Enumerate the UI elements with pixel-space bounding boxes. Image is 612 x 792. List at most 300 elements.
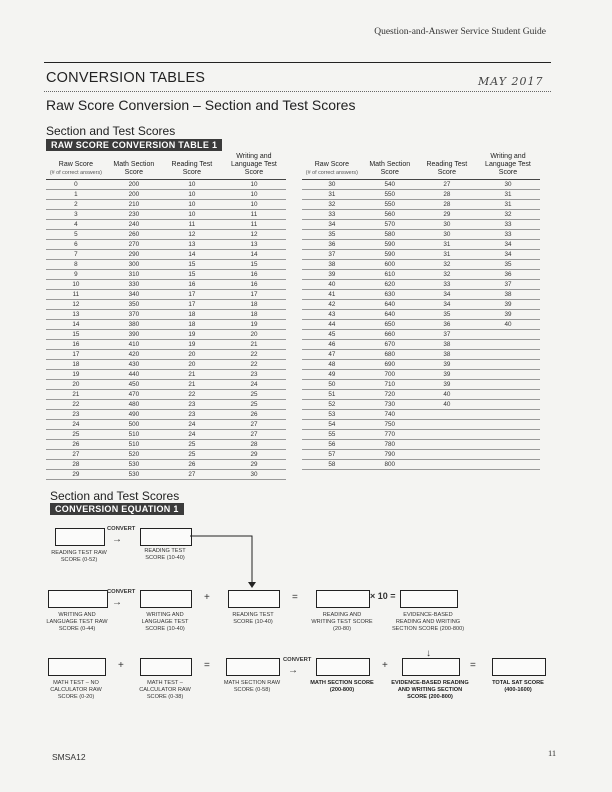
cell-math-score: 650 xyxy=(362,320,418,330)
cell-writing-score: 28 xyxy=(222,440,286,450)
table-row xyxy=(302,450,540,460)
guide-title: Question-and-Answer Service Student Guide xyxy=(374,27,546,37)
cell-math-score: 290 xyxy=(106,250,162,260)
cell-writing-score xyxy=(476,410,540,420)
table-row xyxy=(46,450,286,460)
table-row xyxy=(46,240,286,250)
math-raw-box xyxy=(226,658,280,676)
cell-reading-score: 35 xyxy=(418,310,476,320)
cell-writing-score: 20 xyxy=(222,330,286,340)
cell-raw-score: 49 xyxy=(302,370,362,380)
cell-raw-score: 45 xyxy=(302,330,362,340)
cell-raw-score: 44 xyxy=(302,320,362,330)
table-row xyxy=(46,320,286,330)
footer-code: SMSA12 xyxy=(52,752,86,762)
cell-writing-score: 30 xyxy=(476,180,540,190)
table-row xyxy=(46,440,286,450)
table-row xyxy=(46,430,286,440)
cell-raw-score: 16 xyxy=(46,340,106,350)
cell-math-score: 300 xyxy=(106,260,162,270)
cell-math-score: 200 xyxy=(106,190,162,200)
cell-math-score: 610 xyxy=(362,270,418,280)
arrow-down-icon: ↓ xyxy=(426,648,431,659)
cell-math-score: 550 xyxy=(362,190,418,200)
cell-reading-score: 10 xyxy=(162,190,222,200)
conversion-table-right xyxy=(302,152,540,470)
cell-reading-score: 17 xyxy=(162,290,222,300)
cell-reading-score: 18 xyxy=(162,310,222,320)
rw-test-box xyxy=(316,590,370,608)
cell-math-score: 720 xyxy=(362,390,418,400)
table-row xyxy=(302,210,540,220)
cell-raw-score: 40 xyxy=(302,280,362,290)
equals-sign: = xyxy=(470,660,476,671)
total-box xyxy=(492,658,546,676)
cell-raw-score: 8 xyxy=(46,260,106,270)
cell-writing-score: 25 xyxy=(222,400,286,410)
table-row xyxy=(46,460,286,470)
cell-writing-score: 18 xyxy=(222,310,286,320)
cell-writing-score: 22 xyxy=(222,360,286,370)
cell-raw-score: 2 xyxy=(46,200,106,210)
cell-writing-score: 17 xyxy=(222,290,286,300)
cell-reading-score xyxy=(418,410,476,420)
cell-writing-score xyxy=(476,370,540,380)
cell-raw-score: 5 xyxy=(46,230,106,240)
cell-writing-score xyxy=(476,440,540,450)
cell-math-score: 660 xyxy=(362,330,418,340)
cell-math-score: 260 xyxy=(106,230,162,240)
cell-writing-score xyxy=(476,380,540,390)
cell-reading-score: 10 xyxy=(162,210,222,220)
cell-reading-score: 28 xyxy=(418,200,476,210)
cell-reading-score: 36 xyxy=(418,320,476,330)
cell-math-score: 740 xyxy=(362,410,418,420)
cell-writing-score: 37 xyxy=(476,280,540,290)
arrow-right-icon: → xyxy=(288,665,298,676)
cell-reading-score: 21 xyxy=(162,370,222,380)
cell-math-score: 420 xyxy=(106,350,162,360)
cell-reading-score: 26 xyxy=(162,460,222,470)
cell-reading-score: 40 xyxy=(418,390,476,400)
cell-raw-score: 51 xyxy=(302,390,362,400)
col-writing: Writing and Language Test Score xyxy=(476,152,540,180)
cell-reading-score: 29 xyxy=(418,210,476,220)
cell-reading-score: 23 xyxy=(162,400,222,410)
cell-raw-score: 43 xyxy=(302,310,362,320)
reading-raw-box xyxy=(55,528,105,546)
cell-writing-score: 12 xyxy=(222,230,286,240)
table-row xyxy=(46,260,286,270)
cell-reading-score: 20 xyxy=(162,350,222,360)
cell-reading-score: 31 xyxy=(418,240,476,250)
table-row xyxy=(46,190,286,200)
col-reading: Reading Test Score xyxy=(418,152,476,180)
cell-reading-score xyxy=(418,430,476,440)
cell-math-score: 350 xyxy=(106,300,162,310)
cell-reading-score: 24 xyxy=(162,430,222,440)
reading-score-box xyxy=(140,528,192,546)
cell-raw-score: 27 xyxy=(46,450,106,460)
plus-sign: + xyxy=(382,660,388,671)
cell-writing-score xyxy=(476,400,540,410)
convert-label: CONVERT xyxy=(107,589,136,595)
math-nocalc-label: MATH TEST – NO CALCULATOR RAW SCORE (0-20) xyxy=(50,680,102,700)
cell-math-score: 440 xyxy=(106,370,162,380)
cell-raw-score: 57 xyxy=(302,450,362,460)
cell-raw-score: 22 xyxy=(46,400,106,410)
cell-math-score: 510 xyxy=(106,430,162,440)
cell-math-score: 710 xyxy=(362,380,418,390)
cell-math-score: 690 xyxy=(362,360,418,370)
cell-raw-score: 48 xyxy=(302,360,362,370)
cell-writing-score xyxy=(476,340,540,350)
reading-raw-label: READING TEST RAW SCORE (0-52) xyxy=(51,550,107,563)
cell-writing-score: 10 xyxy=(222,200,286,210)
cell-math-score: 540 xyxy=(362,180,418,190)
cell-math-score: 600 xyxy=(362,260,418,270)
cell-raw-score: 10 xyxy=(46,280,106,290)
cell-math-score: 750 xyxy=(362,420,418,430)
table-row xyxy=(302,250,540,260)
cell-raw-score: 36 xyxy=(302,240,362,250)
cell-raw-score: 54 xyxy=(302,420,362,430)
table-row xyxy=(302,200,540,210)
equation-section-heading: Section and Test Scores xyxy=(50,489,180,503)
cell-math-score: 470 xyxy=(106,390,162,400)
cell-writing-score: 36 xyxy=(476,270,540,280)
table-row xyxy=(46,380,286,390)
cell-writing-score: 33 xyxy=(476,230,540,240)
cell-raw-score: 19 xyxy=(46,370,106,380)
cell-reading-score: 39 xyxy=(418,370,476,380)
cell-math-score: 500 xyxy=(106,420,162,430)
col-writing: Writing and Language Test Score xyxy=(222,152,286,180)
connector-line xyxy=(190,530,260,590)
cell-writing-score: 32 xyxy=(476,210,540,220)
cell-writing-score: 39 xyxy=(476,310,540,320)
cell-writing-score: 15 xyxy=(222,260,286,270)
cell-reading-score: 30 xyxy=(418,230,476,240)
table-row xyxy=(46,410,286,420)
cell-math-score: 270 xyxy=(106,240,162,250)
cell-math-score: 330 xyxy=(106,280,162,290)
table-row xyxy=(302,340,540,350)
table-row xyxy=(302,430,540,440)
cell-writing-score xyxy=(476,330,540,340)
cell-reading-score: 15 xyxy=(162,260,222,270)
cell-reading-score: 30 xyxy=(418,220,476,230)
arrow-right-icon: → xyxy=(112,597,122,608)
table-row xyxy=(46,330,286,340)
cell-raw-score: 34 xyxy=(302,220,362,230)
cell-raw-score: 0 xyxy=(46,180,106,190)
cell-reading-score: 14 xyxy=(162,250,222,260)
cell-math-score: 770 xyxy=(362,430,418,440)
cell-writing-score: 11 xyxy=(222,210,286,220)
cell-math-score: 640 xyxy=(362,310,418,320)
col-raw-score: Raw Score (# of correct answers) xyxy=(302,152,362,180)
cell-reading-score: 11 xyxy=(162,220,222,230)
total-label: TOTAL SAT SCORE (400-1600) xyxy=(492,680,544,693)
page-title: CONVERSION TABLES xyxy=(46,70,206,86)
table-row xyxy=(302,400,540,410)
math-section-label: MATH SECTION SCORE (200-800) xyxy=(310,680,374,693)
cell-raw-score: 33 xyxy=(302,210,362,220)
cell-raw-score: 31 xyxy=(302,190,362,200)
cell-writing-score: 34 xyxy=(476,240,540,250)
math-calc-box xyxy=(140,658,192,676)
table-row xyxy=(46,290,286,300)
cell-raw-score: 32 xyxy=(302,200,362,210)
ebrw-label: EVIDENCE-BASED READING AND WRITING SECTION SCORE (200-800) xyxy=(391,612,465,632)
table-row xyxy=(302,310,540,320)
convert-label: CONVERT xyxy=(107,526,136,532)
math-nocalc-box xyxy=(48,658,106,676)
cell-writing-score xyxy=(476,360,540,370)
cell-writing-score: 31 xyxy=(476,190,540,200)
cell-writing-score: 10 xyxy=(222,180,286,190)
ebrw-box xyxy=(400,590,458,608)
cell-writing-score xyxy=(476,450,540,460)
cell-raw-score: 24 xyxy=(46,420,106,430)
table-row xyxy=(46,400,286,410)
arrow-right-icon: → xyxy=(112,534,122,545)
cell-math-score: 210 xyxy=(106,200,162,210)
cell-math-score: 550 xyxy=(362,200,418,210)
table-row xyxy=(302,360,540,370)
table-row xyxy=(46,370,286,380)
cell-writing-score: 33 xyxy=(476,220,540,230)
table-row xyxy=(46,180,286,190)
col-raw-score: Raw Score (# of correct answers) xyxy=(46,152,106,180)
cell-reading-score: 37 xyxy=(418,330,476,340)
table-row xyxy=(302,300,540,310)
cell-reading-score: 10 xyxy=(162,180,222,190)
cell-reading-score: 19 xyxy=(162,340,222,350)
cell-reading-score: 16 xyxy=(162,280,222,290)
equals-sign: = xyxy=(292,592,298,603)
cell-math-score: 480 xyxy=(106,400,162,410)
cell-math-score: 340 xyxy=(106,290,162,300)
cell-reading-score xyxy=(418,460,476,470)
cell-raw-score: 1 xyxy=(46,190,106,200)
cell-math-score: 620 xyxy=(362,280,418,290)
table-row xyxy=(46,220,286,230)
cell-reading-score: 18 xyxy=(162,320,222,330)
cell-raw-score: 23 xyxy=(46,410,106,420)
math-calc-label: MATH TEST – CALCULATOR RAW SCORE (0-38) xyxy=(139,680,191,700)
page-subtitle: Raw Score Conversion – Section and Test Scores xyxy=(46,97,356,113)
cell-raw-score: 50 xyxy=(302,380,362,390)
cell-raw-score: 21 xyxy=(46,390,106,400)
cell-raw-score: 17 xyxy=(46,350,106,360)
table-row xyxy=(46,350,286,360)
table-row xyxy=(46,470,286,480)
cell-reading-score: 31 xyxy=(418,250,476,260)
cell-math-score: 230 xyxy=(106,210,162,220)
table-row xyxy=(302,420,540,430)
rw-test-label: READING AND WRITING TEST SCORE (20-80) xyxy=(311,612,373,632)
cell-writing-score: 31 xyxy=(476,200,540,210)
conversion-table-left xyxy=(46,152,286,480)
table-row xyxy=(302,270,540,280)
times-ten: × 10 = xyxy=(370,591,396,601)
math-section-box xyxy=(316,658,370,676)
table-row xyxy=(46,280,286,290)
cell-writing-score: 21 xyxy=(222,340,286,350)
table-row xyxy=(302,460,540,470)
table-row xyxy=(46,250,286,260)
cell-writing-score: 34 xyxy=(476,250,540,260)
col-math: Math Section Score xyxy=(362,152,418,180)
cell-raw-score: 46 xyxy=(302,340,362,350)
cell-writing-score: 29 xyxy=(222,460,286,470)
reading-score-label: READING TEST SCORE (10-40) xyxy=(144,548,186,561)
table-row xyxy=(302,330,540,340)
cell-raw-score: 37 xyxy=(302,250,362,260)
cell-writing-score: 11 xyxy=(222,220,286,230)
cell-reading-score: 21 xyxy=(162,380,222,390)
cell-reading-score: 39 xyxy=(418,360,476,370)
cell-raw-score: 9 xyxy=(46,270,106,280)
table-row xyxy=(302,350,540,360)
cell-reading-score: 10 xyxy=(162,200,222,210)
cell-raw-score: 18 xyxy=(46,360,106,370)
writing-raw-label: WRITING AND LANGUAGE TEST RAW SCORE (0-44) xyxy=(46,612,108,632)
cell-math-score: 410 xyxy=(106,340,162,350)
cell-reading-score: 12 xyxy=(162,230,222,240)
cell-writing-score xyxy=(476,350,540,360)
table-row xyxy=(302,240,540,250)
cell-raw-score: 58 xyxy=(302,460,362,470)
cell-raw-score: 6 xyxy=(46,240,106,250)
cell-reading-score: 34 xyxy=(418,290,476,300)
cell-writing-score: 35 xyxy=(476,260,540,270)
cell-math-score: 370 xyxy=(106,310,162,320)
cell-reading-score: 33 xyxy=(418,280,476,290)
cell-writing-score: 18 xyxy=(222,300,286,310)
cell-writing-score xyxy=(476,430,540,440)
cell-raw-score: 3 xyxy=(46,210,106,220)
cell-raw-score: 39 xyxy=(302,270,362,280)
cell-reading-score: 32 xyxy=(418,270,476,280)
plus-sign: + xyxy=(118,660,124,671)
table-row xyxy=(46,390,286,400)
cell-raw-score: 13 xyxy=(46,310,106,320)
cell-writing-score: 29 xyxy=(222,450,286,460)
cell-reading-score xyxy=(418,440,476,450)
cell-math-score: 700 xyxy=(362,370,418,380)
cell-writing-score: 39 xyxy=(476,300,540,310)
table-row xyxy=(46,210,286,220)
cell-math-score: 200 xyxy=(106,180,162,190)
cell-reading-score: 27 xyxy=(418,180,476,190)
cell-math-score: 680 xyxy=(362,350,418,360)
cell-math-score: 450 xyxy=(106,380,162,390)
table-row xyxy=(302,320,540,330)
dotted-rule xyxy=(44,91,551,92)
cell-writing-score: 40 xyxy=(476,320,540,330)
cell-math-score: 800 xyxy=(362,460,418,470)
writing-raw-box xyxy=(48,590,108,608)
cell-writing-score: 27 xyxy=(222,430,286,440)
cell-writing-score: 24 xyxy=(222,380,286,390)
cell-math-score: 730 xyxy=(362,400,418,410)
cell-math-score: 560 xyxy=(362,210,418,220)
cell-raw-score: 11 xyxy=(46,290,106,300)
cell-writing-score: 14 xyxy=(222,250,286,260)
cell-math-score: 380 xyxy=(106,320,162,330)
cell-math-score: 530 xyxy=(106,470,162,480)
cell-reading-score: 19 xyxy=(162,330,222,340)
cell-raw-score: 28 xyxy=(46,460,106,470)
cell-raw-score: 20 xyxy=(46,380,106,390)
cell-writing-score: 23 xyxy=(222,370,286,380)
col-reading: Reading Test Score xyxy=(162,152,222,180)
cell-math-score: 490 xyxy=(106,410,162,420)
reading-score-label-2: READING TEST SCORE (10-40) xyxy=(232,612,274,625)
plus-sign: + xyxy=(204,592,210,603)
cell-reading-score: 24 xyxy=(162,420,222,430)
ebrw-label-2: EVIDENCE-BASED READING AND WRITING SECTION SCORE (200-800) xyxy=(391,680,469,700)
cell-reading-score xyxy=(418,450,476,460)
cell-reading-score: 40 xyxy=(418,400,476,410)
table-row xyxy=(302,290,540,300)
equals-sign: = xyxy=(204,660,210,671)
cell-reading-score: 25 xyxy=(162,440,222,450)
cell-raw-score: 56 xyxy=(302,440,362,450)
cell-writing-score xyxy=(476,460,540,470)
table-row xyxy=(46,360,286,370)
table-row xyxy=(302,280,540,290)
equation-banner: CONVERSION EQUATION 1 xyxy=(50,503,184,515)
cell-raw-score: 47 xyxy=(302,350,362,360)
cell-raw-score: 7 xyxy=(46,250,106,260)
cell-math-score: 630 xyxy=(362,290,418,300)
cell-writing-score xyxy=(476,420,540,430)
col-math: Math Section Score xyxy=(106,152,162,180)
cell-math-score: 390 xyxy=(106,330,162,340)
table-row xyxy=(302,380,540,390)
cell-reading-score: 38 xyxy=(418,340,476,350)
cell-raw-score: 29 xyxy=(46,470,106,480)
cell-math-score: 570 xyxy=(362,220,418,230)
page-number: 11 xyxy=(548,748,557,758)
cell-reading-score: 17 xyxy=(162,300,222,310)
cell-math-score: 240 xyxy=(106,220,162,230)
header-rule xyxy=(44,62,551,63)
table-row xyxy=(302,440,540,450)
table-row xyxy=(302,190,540,200)
cell-reading-score: 34 xyxy=(418,300,476,310)
table-row xyxy=(302,180,540,190)
cell-reading-score: 38 xyxy=(418,350,476,360)
cell-writing-score: 10 xyxy=(222,190,286,200)
cell-writing-score: 19 xyxy=(222,320,286,330)
cell-math-score: 520 xyxy=(106,450,162,460)
reading-score-box-2 xyxy=(228,590,280,608)
cell-math-score: 580 xyxy=(362,230,418,240)
cell-raw-score: 42 xyxy=(302,300,362,310)
table-row xyxy=(302,370,540,380)
convert-label: CONVERT xyxy=(283,657,312,663)
cell-raw-score: 12 xyxy=(46,300,106,310)
cell-reading-score: 39 xyxy=(418,380,476,390)
cell-writing-score: 22 xyxy=(222,350,286,360)
table-row xyxy=(302,220,540,230)
cell-math-score: 790 xyxy=(362,450,418,460)
